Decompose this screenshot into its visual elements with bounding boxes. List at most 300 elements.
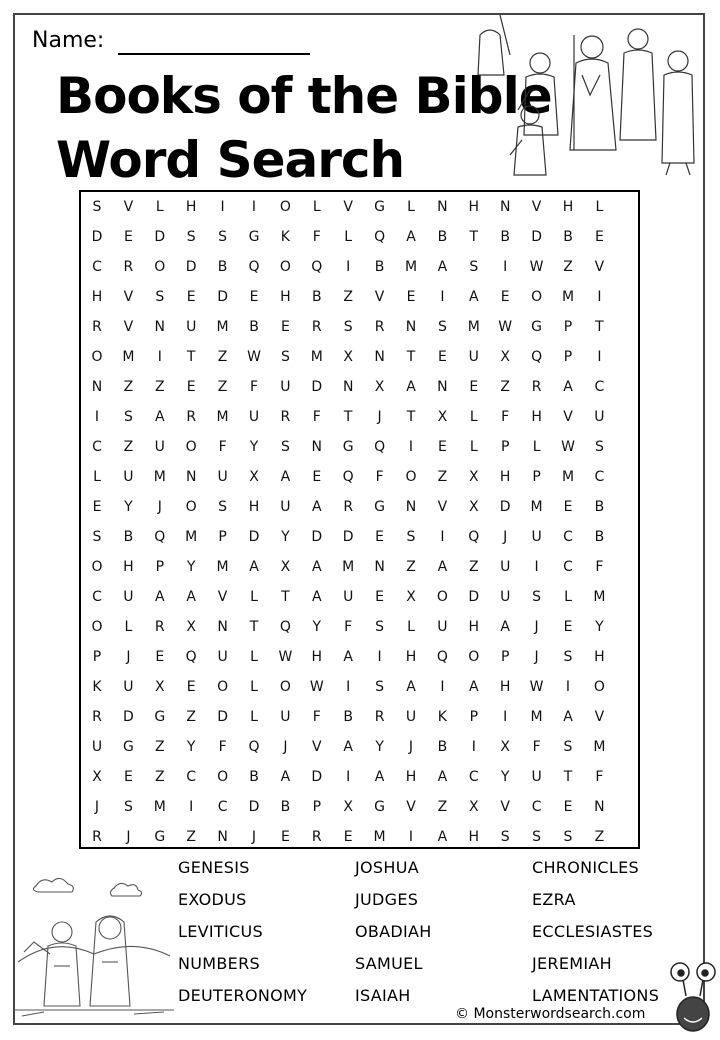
grid-letter[interactable]: E bbox=[186, 289, 196, 305]
grid-letter[interactable]: V bbox=[123, 199, 134, 215]
grid-letter[interactable]: B bbox=[563, 229, 573, 245]
grid-letter[interactable]: A bbox=[406, 229, 416, 245]
grid-letter[interactable]: O bbox=[405, 469, 417, 485]
grid-letter[interactable]: I bbox=[440, 529, 445, 545]
grid-letter[interactable]: O bbox=[217, 679, 229, 695]
grid-letter[interactable]: E bbox=[343, 829, 353, 845]
grid-letter[interactable]: U bbox=[123, 469, 134, 485]
grid-letter[interactable]: U bbox=[405, 709, 417, 725]
grid-letter[interactable]: Q bbox=[279, 619, 291, 635]
grid-letter[interactable]: I bbox=[346, 259, 351, 275]
grid-letter[interactable]: B bbox=[217, 259, 228, 275]
grid-letter[interactable]: X bbox=[469, 499, 479, 515]
grid-letter[interactable]: R bbox=[311, 319, 322, 335]
grid-letter[interactable]: Z bbox=[406, 559, 416, 575]
grid-letter[interactable]: M bbox=[153, 799, 166, 815]
grid-letter[interactable]: D bbox=[217, 289, 228, 305]
grid-letter[interactable]: S bbox=[186, 229, 196, 245]
grid-letter[interactable]: U bbox=[500, 559, 511, 575]
grid-letter[interactable]: N bbox=[154, 319, 166, 335]
grid-letter[interactable]: M bbox=[467, 319, 480, 335]
grid-letter[interactable]: K bbox=[92, 679, 102, 695]
grid-letter[interactable]: Z bbox=[343, 289, 353, 305]
grid-letter[interactable]: I bbox=[408, 439, 414, 455]
grid-letter[interactable]: E bbox=[500, 289, 510, 305]
grid-letter[interactable]: Q bbox=[248, 259, 260, 275]
grid-letter[interactable]: K bbox=[280, 229, 290, 245]
grid-letter[interactable]: M bbox=[122, 349, 135, 365]
grid-letter[interactable]: M bbox=[342, 559, 355, 575]
grid-letter[interactable]: T bbox=[563, 769, 573, 785]
grid-letter[interactable]: Q bbox=[311, 259, 323, 275]
grid-letter[interactable]: J bbox=[126, 649, 131, 665]
grid-letter[interactable]: T bbox=[406, 409, 416, 425]
grid-letter[interactable]: N bbox=[374, 349, 385, 365]
grid-letter[interactable]: T bbox=[186, 349, 196, 365]
grid-letter[interactable]: E bbox=[186, 679, 196, 695]
grid-letter[interactable]: R bbox=[92, 319, 102, 335]
grid-letter[interactable]: B bbox=[374, 259, 385, 275]
grid-letter[interactable]: O bbox=[279, 199, 291, 215]
grid-letter[interactable]: X bbox=[343, 349, 353, 365]
grid-letter[interactable]: D bbox=[468, 589, 480, 605]
grid-letter[interactable]: A bbox=[469, 679, 479, 695]
grid-letter[interactable]: F bbox=[595, 769, 604, 785]
grid-letter[interactable]: L bbox=[407, 619, 415, 635]
grid-letter[interactable]: Z bbox=[217, 379, 228, 395]
grid-letter[interactable]: A bbox=[312, 499, 322, 515]
grid-letter[interactable]: A bbox=[437, 259, 448, 275]
grid-letter[interactable]: S bbox=[437, 319, 447, 335]
grid-letter[interactable]: R bbox=[92, 829, 102, 845]
grid-letter[interactable]: P bbox=[563, 349, 573, 365]
grid-letter[interactable]: P bbox=[155, 559, 165, 575]
grid-letter[interactable]: A bbox=[406, 379, 416, 395]
grid-letter[interactable]: X bbox=[500, 739, 510, 755]
grid-letter[interactable]: U bbox=[217, 469, 228, 485]
grid-letter[interactable]: D bbox=[185, 259, 197, 275]
grid-letter[interactable]: W bbox=[498, 319, 513, 335]
grid-letter[interactable]: W bbox=[309, 679, 324, 695]
grid-letter[interactable]: E bbox=[406, 289, 416, 305]
grid-letter[interactable]: V bbox=[563, 409, 573, 425]
grid-letter[interactable]: Q bbox=[531, 349, 543, 365]
grid-letter[interactable]: I bbox=[377, 649, 382, 665]
grid-letter[interactable]: A bbox=[563, 379, 573, 395]
grid-letter[interactable]: A bbox=[343, 649, 353, 665]
grid-letter[interactable]: L bbox=[469, 439, 478, 455]
grid-letter[interactable]: I bbox=[157, 349, 162, 365]
grid-letter[interactable]: F bbox=[312, 229, 321, 245]
grid-letter[interactable]: D bbox=[123, 709, 134, 725]
grid-letter[interactable]: E bbox=[249, 289, 259, 305]
grid-letter[interactable]: H bbox=[185, 199, 197, 215]
grid-letter[interactable]: Z bbox=[563, 259, 573, 275]
grid-letter[interactable]: U bbox=[280, 379, 291, 395]
grid-letter[interactable]: C bbox=[563, 559, 573, 575]
grid-letter[interactable]: R bbox=[123, 259, 134, 275]
grid-letter[interactable]: E bbox=[280, 829, 290, 845]
grid-letter[interactable]: J bbox=[377, 409, 382, 425]
grid-letter[interactable]: Z bbox=[437, 799, 448, 815]
grid-letter[interactable]: M bbox=[404, 259, 418, 275]
grid-letter[interactable]: X bbox=[343, 799, 353, 815]
grid-letter[interactable]: A bbox=[186, 589, 196, 605]
grid-letter[interactable]: C bbox=[92, 259, 102, 275]
grid-letter[interactable]: V bbox=[343, 199, 353, 215]
grid-letter[interactable]: V bbox=[500, 799, 510, 815]
grid-letter[interactable]: O bbox=[91, 619, 103, 635]
grid-letter[interactable]: Z bbox=[186, 829, 196, 845]
grid-letter[interactable]: M bbox=[216, 409, 229, 425]
grid-letter[interactable]: B bbox=[594, 529, 605, 545]
grid-letter[interactable]: D bbox=[91, 229, 103, 245]
grid-letter[interactable]: E bbox=[155, 649, 165, 665]
grid-letter[interactable]: A bbox=[343, 739, 353, 755]
grid-letter[interactable]: H bbox=[499, 469, 511, 485]
grid-letter[interactable]: P bbox=[532, 469, 541, 485]
grid-letter[interactable]: O bbox=[185, 439, 197, 455]
grid-letter[interactable]: R bbox=[280, 409, 291, 425]
grid-letter[interactable]: V bbox=[594, 259, 605, 275]
grid-letter[interactable]: J bbox=[534, 619, 539, 635]
grid-letter[interactable]: F bbox=[532, 739, 541, 755]
grid-letter[interactable]: E bbox=[437, 349, 447, 365]
grid-letter[interactable]: I bbox=[503, 259, 508, 275]
grid-letter[interactable]: W bbox=[278, 649, 293, 665]
grid-letter[interactable]: U bbox=[500, 589, 511, 605]
grid-letter[interactable]: L bbox=[344, 229, 353, 245]
grid-letter[interactable]: G bbox=[154, 709, 166, 725]
grid-letter[interactable]: H bbox=[531, 409, 542, 425]
grid-letter[interactable]: N bbox=[185, 469, 197, 485]
grid-letter[interactable]: E bbox=[123, 769, 133, 785]
grid-letter[interactable]: F bbox=[312, 409, 321, 425]
grid-letter[interactable]: Z bbox=[123, 439, 134, 455]
grid-letter[interactable]: U bbox=[468, 349, 479, 365]
grid-letter[interactable]: Z bbox=[500, 379, 510, 395]
grid-letter[interactable]: D bbox=[311, 379, 323, 395]
grid-letter[interactable]: S bbox=[280, 349, 290, 365]
grid-letter[interactable]: S bbox=[500, 829, 510, 845]
grid-letter[interactable]: A bbox=[469, 289, 479, 305]
grid-letter[interactable]: B bbox=[437, 739, 448, 755]
grid-letter[interactable]: R bbox=[186, 409, 197, 425]
grid-letter[interactable]: H bbox=[594, 649, 605, 665]
grid-letter[interactable]: H bbox=[499, 679, 511, 695]
grid-letter[interactable]: Z bbox=[217, 349, 228, 365]
grid-letter[interactable]: K bbox=[437, 709, 447, 725]
grid-letter[interactable]: Q bbox=[374, 439, 386, 455]
grid-letter[interactable]: N bbox=[437, 379, 448, 395]
grid-letter[interactable]: X bbox=[437, 409, 448, 425]
grid-letter[interactable]: M bbox=[373, 829, 386, 845]
grid-letter[interactable]: H bbox=[280, 289, 291, 305]
grid-letter[interactable]: G bbox=[342, 439, 354, 455]
grid-letter[interactable]: N bbox=[342, 379, 354, 395]
grid-letter[interactable]: T bbox=[249, 619, 259, 635]
grid-letter[interactable]: X bbox=[249, 469, 259, 485]
grid-letter[interactable]: Z bbox=[469, 559, 479, 575]
grid-letter[interactable]: M bbox=[216, 559, 229, 575]
grid-letter[interactable]: D bbox=[248, 529, 260, 545]
grid-letter[interactable]: E bbox=[437, 439, 447, 455]
grid-letter[interactable]: V bbox=[374, 289, 385, 305]
grid-letter[interactable]: N bbox=[499, 199, 511, 215]
grid-letter[interactable]: I bbox=[471, 739, 476, 755]
grid-letter[interactable]: T bbox=[343, 409, 353, 425]
grid-letter[interactable]: O bbox=[91, 349, 103, 365]
grid-letter[interactable]: A bbox=[406, 679, 416, 695]
grid-letter[interactable]: L bbox=[250, 589, 258, 605]
grid-letter[interactable]: I bbox=[440, 289, 445, 305]
grid-letter[interactable]: U bbox=[437, 619, 448, 635]
grid-letter[interactable]: R bbox=[92, 709, 102, 725]
grid-letter[interactable]: V bbox=[406, 799, 416, 815]
grid-letter[interactable]: V bbox=[123, 319, 134, 335]
grid-letter[interactable]: Y bbox=[124, 499, 133, 515]
grid-letter[interactable]: L bbox=[93, 469, 101, 485]
grid-letter[interactable]: C bbox=[594, 379, 605, 395]
grid-letter[interactable]: U bbox=[343, 589, 354, 605]
grid-letter[interactable]: U bbox=[186, 319, 197, 335]
grid-letter[interactable]: N bbox=[594, 799, 605, 815]
grid-letter[interactable]: Q bbox=[374, 229, 386, 245]
grid-letter[interactable]: W bbox=[247, 349, 261, 365]
grid-letter[interactable]: C bbox=[217, 799, 228, 815]
grid-letter[interactable]: N bbox=[311, 439, 323, 455]
grid-letter[interactable]: H bbox=[562, 199, 574, 215]
grid-letter[interactable]: F bbox=[501, 409, 510, 425]
grid-letter[interactable]: S bbox=[218, 229, 228, 245]
grid-letter[interactable]: G bbox=[122, 739, 134, 755]
grid-letter[interactable]: Y bbox=[312, 619, 322, 635]
grid-letter[interactable]: O bbox=[436, 589, 448, 605]
grid-letter[interactable]: I bbox=[440, 679, 445, 695]
grid-letter[interactable]: S bbox=[155, 289, 165, 305]
grid-letter[interactable]: E bbox=[186, 379, 196, 395]
grid-letter[interactable]: M bbox=[530, 709, 543, 725]
grid-letter[interactable]: O bbox=[154, 259, 166, 275]
grid-letter[interactable]: T bbox=[406, 349, 416, 365]
grid-letter[interactable]: H bbox=[468, 199, 480, 215]
grid-letter[interactable]: E bbox=[280, 319, 290, 335]
grid-letter[interactable]: A bbox=[437, 829, 448, 845]
grid-letter[interactable]: B bbox=[500, 229, 510, 245]
grid-letter[interactable]: Y bbox=[500, 769, 510, 785]
grid-letter[interactable]: A bbox=[155, 589, 165, 605]
grid-letter[interactable]: V bbox=[437, 499, 448, 515]
grid-letter[interactable]: J bbox=[408, 739, 414, 755]
grid-letter[interactable]: O bbox=[468, 649, 480, 665]
grid-letter[interactable]: U bbox=[531, 529, 542, 545]
grid-letter[interactable]: M bbox=[310, 349, 323, 365]
grid-letter[interactable]: M bbox=[593, 739, 606, 755]
grid-letter[interactable]: H bbox=[91, 289, 103, 305]
grid-letter[interactable]: G bbox=[531, 319, 543, 335]
grid-letter[interactable]: E bbox=[92, 499, 102, 515]
grid-letter[interactable]: I bbox=[220, 199, 225, 215]
grid-letter[interactable]: H bbox=[123, 559, 134, 575]
grid-letter[interactable]: S bbox=[343, 319, 353, 335]
grid-letter[interactable]: I bbox=[94, 409, 100, 425]
grid-letter[interactable]: R bbox=[374, 709, 385, 725]
grid-letter[interactable]: E bbox=[375, 529, 385, 545]
grid-letter[interactable]: R bbox=[311, 829, 322, 845]
grid-letter[interactable]: S bbox=[92, 529, 102, 545]
grid-letter[interactable]: B bbox=[594, 499, 605, 515]
grid-letter[interactable]: X bbox=[469, 469, 479, 485]
grid-letter[interactable]: C bbox=[92, 439, 102, 455]
grid-letter[interactable]: P bbox=[92, 649, 102, 665]
grid-letter[interactable]: C bbox=[92, 589, 102, 605]
grid-letter[interactable]: V bbox=[531, 199, 542, 215]
grid-letter[interactable]: Y bbox=[595, 619, 604, 635]
grid-letter[interactable]: M bbox=[216, 319, 229, 335]
grid-letter[interactable]: J bbox=[94, 799, 100, 815]
grid-letter[interactable]: M bbox=[561, 469, 575, 485]
grid-letter[interactable]: E bbox=[563, 619, 573, 635]
grid-letter[interactable]: I bbox=[565, 679, 571, 695]
grid-letter[interactable]: L bbox=[250, 679, 258, 695]
grid-letter[interactable]: Z bbox=[155, 739, 165, 755]
grid-letter[interactable]: F bbox=[218, 439, 227, 455]
grid-letter[interactable]: D bbox=[531, 229, 542, 245]
grid-letter[interactable]: B bbox=[311, 289, 322, 305]
grid-letter[interactable]: F bbox=[249, 379, 259, 395]
grid-letter[interactable]: F bbox=[312, 709, 321, 725]
grid-letter[interactable]: C bbox=[468, 769, 479, 785]
name-line[interactable] bbox=[118, 53, 310, 55]
grid-letter[interactable]: Q bbox=[185, 649, 197, 665]
grid-letter[interactable]: P bbox=[312, 799, 322, 815]
grid-letter[interactable]: N bbox=[217, 829, 228, 845]
grid-letter[interactable]: W bbox=[561, 439, 575, 455]
grid-letter[interactable]: L bbox=[564, 589, 572, 605]
grid-letter[interactable]: U bbox=[280, 499, 291, 515]
grid-letter[interactable]: Y bbox=[375, 739, 384, 755]
grid-letter[interactable]: D bbox=[499, 499, 511, 515]
grid-letter[interactable]: L bbox=[407, 199, 415, 215]
grid-letter[interactable]: S bbox=[563, 739, 573, 755]
grid-letter[interactable]: J bbox=[503, 529, 508, 545]
grid-letter[interactable]: D bbox=[248, 799, 260, 815]
grid-letter[interactable]: I bbox=[346, 679, 351, 695]
grid-letter[interactable]: V bbox=[594, 709, 605, 725]
grid-letter[interactable]: A bbox=[563, 709, 573, 725]
grid-letter[interactable]: A bbox=[312, 589, 322, 605]
grid-letter[interactable]: I bbox=[189, 799, 194, 815]
grid-letter[interactable]: A bbox=[500, 619, 510, 635]
grid-letter[interactable]: O bbox=[217, 769, 229, 785]
grid-letter[interactable]: D bbox=[154, 229, 166, 245]
grid-letter[interactable]: A bbox=[437, 769, 448, 785]
grid-letter[interactable]: D bbox=[342, 529, 354, 545]
grid-letter[interactable]: L bbox=[124, 619, 133, 635]
grid-letter[interactable]: Y bbox=[249, 439, 259, 455]
grid-letter[interactable]: J bbox=[157, 499, 162, 515]
grid-letter[interactable]: A bbox=[312, 559, 322, 575]
grid-letter[interactable]: E bbox=[123, 229, 133, 245]
grid-letter[interactable]: B bbox=[280, 799, 291, 815]
grid-letter[interactable]: E bbox=[594, 229, 604, 245]
grid-letter[interactable]: H bbox=[311, 649, 323, 665]
grid-letter[interactable]: T bbox=[469, 229, 479, 245]
grid-letter[interactable]: S bbox=[375, 679, 385, 695]
grid-letter[interactable]: Z bbox=[594, 829, 605, 845]
grid-letter[interactable]: P bbox=[218, 529, 227, 545]
grid-letter[interactable]: U bbox=[154, 439, 165, 455]
grid-letter[interactable]: H bbox=[405, 649, 417, 665]
grid-letter[interactable]: L bbox=[155, 199, 164, 215]
grid-letter[interactable]: R bbox=[374, 319, 385, 335]
grid-letter[interactable]: Q bbox=[248, 739, 260, 755]
grid-letter[interactable]: B bbox=[437, 229, 448, 245]
grid-letter[interactable]: X bbox=[469, 799, 479, 815]
grid-letter[interactable]: G bbox=[154, 829, 166, 845]
grid-letter[interactable]: E bbox=[563, 799, 573, 815]
grid-letter[interactable]: Z bbox=[186, 709, 196, 725]
grid-letter[interactable]: E bbox=[312, 469, 322, 485]
grid-letter[interactable]: L bbox=[312, 199, 321, 215]
grid-letter[interactable]: N bbox=[405, 319, 417, 335]
grid-letter[interactable]: A bbox=[155, 409, 165, 425]
grid-letter[interactable]: L bbox=[250, 709, 258, 725]
grid-letter[interactable]: D bbox=[217, 709, 228, 725]
grid-letter[interactable]: O bbox=[91, 559, 103, 575]
grid-letter[interactable]: S bbox=[375, 619, 385, 635]
grid-letter[interactable]: F bbox=[375, 469, 384, 485]
grid-letter[interactable]: S bbox=[532, 589, 542, 605]
grid-letter[interactable]: U bbox=[280, 709, 291, 725]
grid-letter[interactable]: A bbox=[437, 559, 448, 575]
grid-letter[interactable]: V bbox=[123, 289, 134, 305]
grid-letter[interactable]: A bbox=[249, 559, 259, 575]
grid-letter[interactable]: M bbox=[593, 589, 606, 605]
grid-letter[interactable]: O bbox=[185, 499, 197, 515]
grid-letter[interactable]: B bbox=[343, 709, 353, 725]
grid-letter[interactable]: I bbox=[251, 199, 257, 215]
grid-letter[interactable]: L bbox=[595, 199, 604, 215]
grid-letter[interactable]: W bbox=[529, 259, 544, 275]
grid-letter[interactable]: Z bbox=[155, 379, 165, 395]
grid-letter[interactable]: H bbox=[248, 499, 260, 515]
grid-letter[interactable]: D bbox=[311, 529, 323, 545]
grid-letter[interactable]: V bbox=[312, 739, 322, 755]
grid-letter[interactable]: B bbox=[123, 529, 134, 545]
grid-letter[interactable]: A bbox=[280, 469, 291, 485]
grid-letter[interactable]: U bbox=[594, 409, 605, 425]
grid-letter[interactable]: G bbox=[374, 499, 386, 515]
grid-letter[interactable]: M bbox=[153, 469, 166, 485]
grid-letter[interactable]: O bbox=[531, 289, 543, 305]
grid-letter[interactable]: M bbox=[561, 289, 575, 305]
grid-letter[interactable]: A bbox=[280, 769, 291, 785]
grid-letter[interactable]: H bbox=[468, 619, 480, 635]
grid-letter[interactable]: N bbox=[217, 619, 228, 635]
grid-letter[interactable]: S bbox=[469, 259, 479, 275]
grid-letter[interactable]: N bbox=[91, 379, 103, 395]
grid-letter[interactable]: N bbox=[374, 559, 385, 575]
grid-letter[interactable]: Y bbox=[186, 739, 196, 755]
grid-letter[interactable]: F bbox=[595, 559, 604, 575]
grid-letter[interactable]: P bbox=[469, 709, 479, 725]
grid-letter[interactable]: Q bbox=[154, 529, 166, 545]
grid-letter[interactable]: Q bbox=[468, 529, 480, 545]
grid-letter[interactable]: I bbox=[503, 709, 508, 725]
grid-letter[interactable]: T bbox=[281, 589, 290, 605]
grid-letter[interactable]: H bbox=[468, 829, 480, 845]
